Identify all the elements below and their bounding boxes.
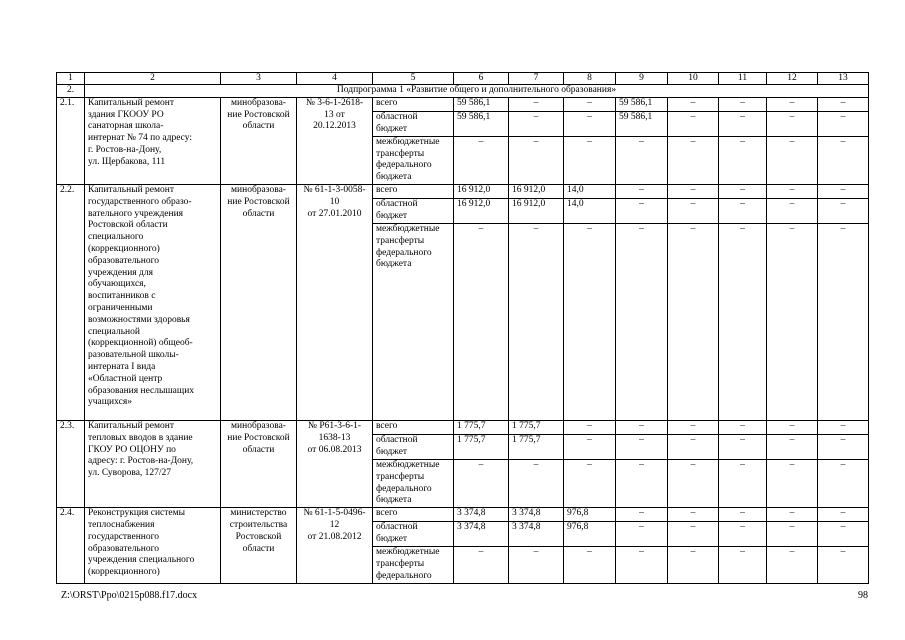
amount-cell: 14,0 — [564, 198, 616, 223]
cell-line: специальной — [88, 326, 140, 337]
column-number: 13 — [818, 73, 869, 85]
amount-cell: – — [818, 223, 869, 420]
amount-cell: – — [767, 97, 818, 111]
document-ref — [297, 97, 373, 184]
amount-cell: – — [818, 184, 869, 198]
amount-cell: – — [818, 198, 869, 223]
cell-line: межбюджетные — [376, 136, 440, 147]
funding-source — [373, 184, 454, 198]
amount-cell: – — [668, 111, 719, 136]
amount-cell: – — [509, 459, 564, 507]
amount-cell: 59 586,1 — [454, 97, 509, 111]
cell-line: ние Ростовской — [227, 432, 290, 443]
column-number: 5 — [373, 73, 454, 85]
item-number: 2.2. — [57, 184, 85, 420]
amount-cell: – — [668, 420, 719, 434]
amount-cell: – — [564, 459, 616, 507]
cell-line: бюджета — [376, 172, 412, 183]
amount-cell: – — [616, 508, 668, 522]
cell-line: министерство — [230, 508, 287, 519]
cell-line: ограниченными — [88, 302, 153, 313]
amount-cell: – — [668, 184, 719, 198]
amount-cell: – — [818, 97, 869, 111]
cell-line: от 27.01.2010 — [307, 208, 362, 219]
amount-cell: – — [616, 198, 668, 223]
amount-cell: 3 374,8 — [454, 522, 509, 547]
cell-line: ул. Щербакова, 111 — [88, 156, 166, 167]
amount-cell: 1 775,7 — [454, 434, 509, 459]
amount-cell: – — [454, 136, 509, 184]
amount-cell: – — [668, 223, 719, 420]
cell-line: специального — [88, 232, 144, 243]
cell-line: ние Ростовской — [227, 196, 290, 207]
amount-cell: 976,8 — [564, 508, 616, 522]
amount-cell: – — [616, 434, 668, 459]
footer-file-path: Z:\ORST\Ppo\0215p088.f17.docx — [61, 590, 198, 601]
cell-line: области — [242, 121, 275, 132]
funding-source — [373, 508, 454, 522]
cell-line: здания ГКООУ РО — [88, 109, 164, 120]
amount-cell: 16 912,0 — [454, 184, 509, 198]
cell-line: № 3-6-1-2618- — [305, 97, 364, 108]
amount-cell: – — [509, 97, 564, 111]
cell-line: областной — [376, 434, 418, 445]
table-row — [57, 508, 869, 522]
document-ref — [297, 184, 373, 420]
cell-line: тепловых вводов в здание — [88, 432, 193, 443]
funding-source — [373, 434, 454, 459]
cell-line: бюджет — [376, 210, 408, 221]
amount-cell: 59 586,1 — [616, 111, 668, 136]
column-number: 3 — [221, 73, 297, 85]
responsible-org — [221, 420, 297, 507]
cell-line: государственного образо- — [88, 196, 192, 207]
cell-line: 1638-13 — [318, 432, 351, 443]
amount-cell: – — [719, 136, 767, 184]
amount-cell: – — [509, 547, 564, 583]
cell-line: межбюджетные — [376, 459, 440, 470]
cell-line: области — [242, 208, 275, 219]
amount-cell: – — [616, 420, 668, 434]
amount-cell: – — [564, 420, 616, 434]
amount-cell: – — [719, 111, 767, 136]
subprogram-title: Подпрограмма 1 «Развитие общего и дополнительного образования» — [85, 85, 869, 98]
amount-cell: – — [818, 420, 869, 434]
responsible-org — [221, 184, 297, 420]
amount-cell: – — [767, 459, 818, 507]
amount-cell: – — [719, 420, 767, 434]
amount-cell: – — [719, 97, 767, 111]
amount-cell: – — [564, 223, 616, 420]
responsible-org — [221, 97, 297, 184]
subprogram-number: 2. — [57, 85, 85, 98]
column-number: 7 — [509, 73, 564, 85]
cell-line: области — [242, 444, 275, 455]
cell-line: образовательного — [88, 543, 160, 554]
amount-cell: – — [668, 136, 719, 184]
amount-cell: 59 586,1 — [454, 111, 509, 136]
amount-cell: – — [767, 223, 818, 420]
amount-cell: 3 374,8 — [454, 508, 509, 522]
amount-cell: – — [767, 508, 818, 522]
funding-source — [373, 223, 454, 420]
cell-line: строительства — [229, 519, 288, 530]
amount-cell: – — [509, 136, 564, 184]
subprogram-row — [57, 85, 869, 98]
amount-cell: – — [564, 547, 616, 583]
cell-line: трансферты — [376, 235, 425, 246]
cell-line: № Р61-3-6-1- — [307, 420, 362, 431]
cell-line: воспитанников с — [88, 291, 156, 302]
cell-line: Реконструкция системы — [88, 508, 186, 519]
column-number: 11 — [719, 73, 767, 85]
cell-line: образовательного — [88, 255, 160, 266]
cell-line: 13 от — [324, 109, 345, 120]
amount-cell: – — [818, 434, 869, 459]
amount-cell: – — [719, 198, 767, 223]
cell-line: трансферты — [376, 148, 425, 159]
amount-cell: – — [668, 508, 719, 522]
amount-cell: – — [668, 522, 719, 547]
cell-line: минобразова- — [231, 420, 286, 431]
document-ref — [297, 420, 373, 507]
amount-cell: – — [509, 111, 564, 136]
column-number: 9 — [616, 73, 668, 85]
cell-line: (коррекционной) общеоб- — [88, 338, 193, 349]
funding-source — [373, 547, 454, 583]
cell-line: всего — [376, 184, 398, 195]
cell-line: 20.12.2013 — [313, 121, 356, 132]
cell-line: № 61-1-5-0496- — [303, 508, 366, 519]
amount-cell: – — [719, 184, 767, 198]
cell-line: (коррекционного) — [88, 243, 160, 254]
item-number: 2.4. — [57, 508, 85, 583]
table-row — [57, 420, 869, 434]
amount-cell: 59 586,1 — [616, 97, 668, 111]
amount-cell: – — [719, 459, 767, 507]
amount-cell: 1 775,7 — [509, 420, 564, 434]
item-number: 2.3. — [57, 420, 85, 507]
amount-cell: – — [719, 508, 767, 522]
cell-line: адресу: г. Ростов-на-Дону, — [88, 456, 194, 467]
cell-line: бюджет — [376, 123, 408, 134]
cell-line: «Областной центр — [88, 373, 163, 384]
cell-line: минобразова- — [231, 184, 286, 195]
cell-line: санаторная школа- — [88, 121, 164, 132]
amount-cell: – — [767, 420, 818, 434]
cell-line: бюджета — [376, 495, 412, 506]
item-name — [85, 97, 221, 184]
amount-cell: – — [668, 97, 719, 111]
amount-cell: – — [564, 111, 616, 136]
program-table — [56, 72, 869, 584]
cell-line: теплоснабжения — [88, 519, 155, 530]
document-ref — [297, 508, 373, 583]
cell-line: интерната I вида — [88, 361, 156, 372]
column-number: 2 — [85, 73, 221, 85]
cell-line: федерального — [376, 483, 432, 494]
amount-cell: – — [818, 508, 869, 522]
cell-line: ние Ростовской — [227, 109, 290, 120]
amount-cell: – — [454, 547, 509, 583]
amount-cell: – — [767, 111, 818, 136]
amount-cell: – — [767, 136, 818, 184]
amount-cell: – — [719, 434, 767, 459]
amount-cell: – — [767, 184, 818, 198]
cell-line: государственного — [88, 531, 160, 542]
funding-source — [373, 420, 454, 434]
cell-line: учреждения специального — [88, 555, 195, 566]
amount-cell: – — [616, 136, 668, 184]
cell-line: федерального — [376, 160, 432, 171]
cell-line: Капитальный ремонт — [88, 97, 175, 108]
amount-cell: – — [509, 223, 564, 420]
cell-line: Ростовской — [235, 531, 282, 542]
amount-cell: – — [818, 547, 869, 583]
amount-cell: 14,0 — [564, 184, 616, 198]
item-name — [85, 184, 221, 420]
cell-line: бюджет — [376, 533, 408, 544]
amount-cell: – — [767, 547, 818, 583]
amount-cell: – — [818, 111, 869, 136]
cell-line: учащихся» — [88, 397, 132, 408]
amount-cell: – — [767, 434, 818, 459]
header-row — [57, 73, 869, 85]
item-name — [85, 420, 221, 507]
amount-cell: – — [616, 547, 668, 583]
amount-cell: – — [564, 136, 616, 184]
amount-cell: – — [668, 547, 719, 583]
table-row — [57, 184, 869, 198]
amount-cell: – — [719, 522, 767, 547]
cell-line: 10 — [329, 196, 340, 207]
cell-line: г. Ростов-на-Дону, — [88, 144, 162, 155]
cell-line: разовательной школы- — [88, 350, 179, 361]
funding-source — [373, 136, 454, 184]
cell-line: Ростовской области — [88, 220, 168, 231]
cell-line: Капитальный ремонт — [88, 420, 175, 431]
page-number: 98 — [858, 590, 868, 601]
amount-cell: – — [454, 459, 509, 507]
cell-line: от 21.08.2012 — [307, 531, 362, 542]
item-name — [85, 508, 221, 583]
amount-cell: – — [818, 459, 869, 507]
funding-source — [373, 198, 454, 223]
cell-line: областной — [376, 198, 418, 209]
cell-line: бюджет — [376, 446, 408, 457]
funding-source — [373, 97, 454, 111]
amount-cell: 1 775,7 — [454, 420, 509, 434]
amount-cell: – — [564, 434, 616, 459]
cell-line: учреждения для — [88, 267, 153, 278]
amount-cell: – — [616, 223, 668, 420]
column-number: 8 — [564, 73, 616, 85]
amount-cell: 3 374,8 — [509, 522, 564, 547]
cell-line: (коррекционного) — [88, 567, 160, 578]
amount-cell: 16 912,0 — [454, 198, 509, 223]
cell-line: межбюджетные — [376, 223, 440, 234]
amount-cell: – — [668, 434, 719, 459]
cell-line: от 06.08.2013 — [307, 444, 362, 455]
item-number: 2.1. — [57, 97, 85, 184]
cell-line: образования неслышащих — [88, 385, 195, 396]
amount-cell: – — [616, 184, 668, 198]
amount-cell: – — [616, 522, 668, 547]
cell-line: интернат № 74 по адресу: — [88, 133, 192, 144]
column-number: 10 — [668, 73, 719, 85]
cell-line: всего — [376, 420, 398, 431]
column-number: 12 — [767, 73, 818, 85]
amount-cell: 976,8 — [564, 522, 616, 547]
column-number: 6 — [454, 73, 509, 85]
cell-line: Капитальный ремонт — [88, 184, 175, 195]
cell-line: области — [242, 543, 275, 554]
cell-line: ГКОУ РО ОЦОНУ по — [88, 444, 176, 455]
amount-cell: – — [668, 198, 719, 223]
column-number: 4 — [297, 73, 373, 85]
cell-line: всего — [376, 97, 398, 108]
amount-cell: – — [564, 97, 616, 111]
cell-line: федерального — [376, 247, 432, 258]
amount-cell: 16 912,0 — [509, 198, 564, 223]
amount-cell: 1 775,7 — [509, 434, 564, 459]
amount-cell: – — [668, 459, 719, 507]
cell-line: 12 — [329, 519, 340, 530]
cell-line: ул. Суворова, 127/27 — [88, 468, 172, 479]
amount-cell: – — [616, 459, 668, 507]
amount-cell: – — [454, 223, 509, 420]
amount-cell: – — [818, 136, 869, 184]
amount-cell: 16 912,0 — [509, 184, 564, 198]
cell-line: трансферты — [376, 558, 425, 569]
responsible-org — [221, 508, 297, 583]
cell-line: всего — [376, 508, 398, 519]
table-row — [57, 97, 869, 111]
amount-cell: – — [767, 198, 818, 223]
amount-cell: – — [767, 522, 818, 547]
amount-cell: – — [719, 223, 767, 420]
cell-line: федерального — [376, 570, 432, 581]
amount-cell: 3 374,8 — [509, 508, 564, 522]
cell-line: трансферты — [376, 471, 425, 482]
cell-line: межбюджетные — [376, 547, 440, 558]
amount-cell: – — [818, 522, 869, 547]
cell-line: минобразова- — [231, 97, 286, 108]
column-number: 1 — [57, 73, 85, 85]
cell-line: обучающихся, — [88, 279, 146, 290]
cell-line: бюджета — [376, 259, 412, 270]
cell-line: № 61-1-3-0058- — [303, 184, 366, 195]
cell-line: вательного учреждения — [88, 208, 184, 219]
funding-source — [373, 522, 454, 547]
amount-cell: – — [719, 547, 767, 583]
cell-line: областной — [376, 111, 418, 122]
funding-source — [373, 111, 454, 136]
cell-line: областной — [376, 522, 418, 533]
funding-source — [373, 459, 454, 507]
cell-line: возможностями здоровья — [88, 314, 190, 325]
